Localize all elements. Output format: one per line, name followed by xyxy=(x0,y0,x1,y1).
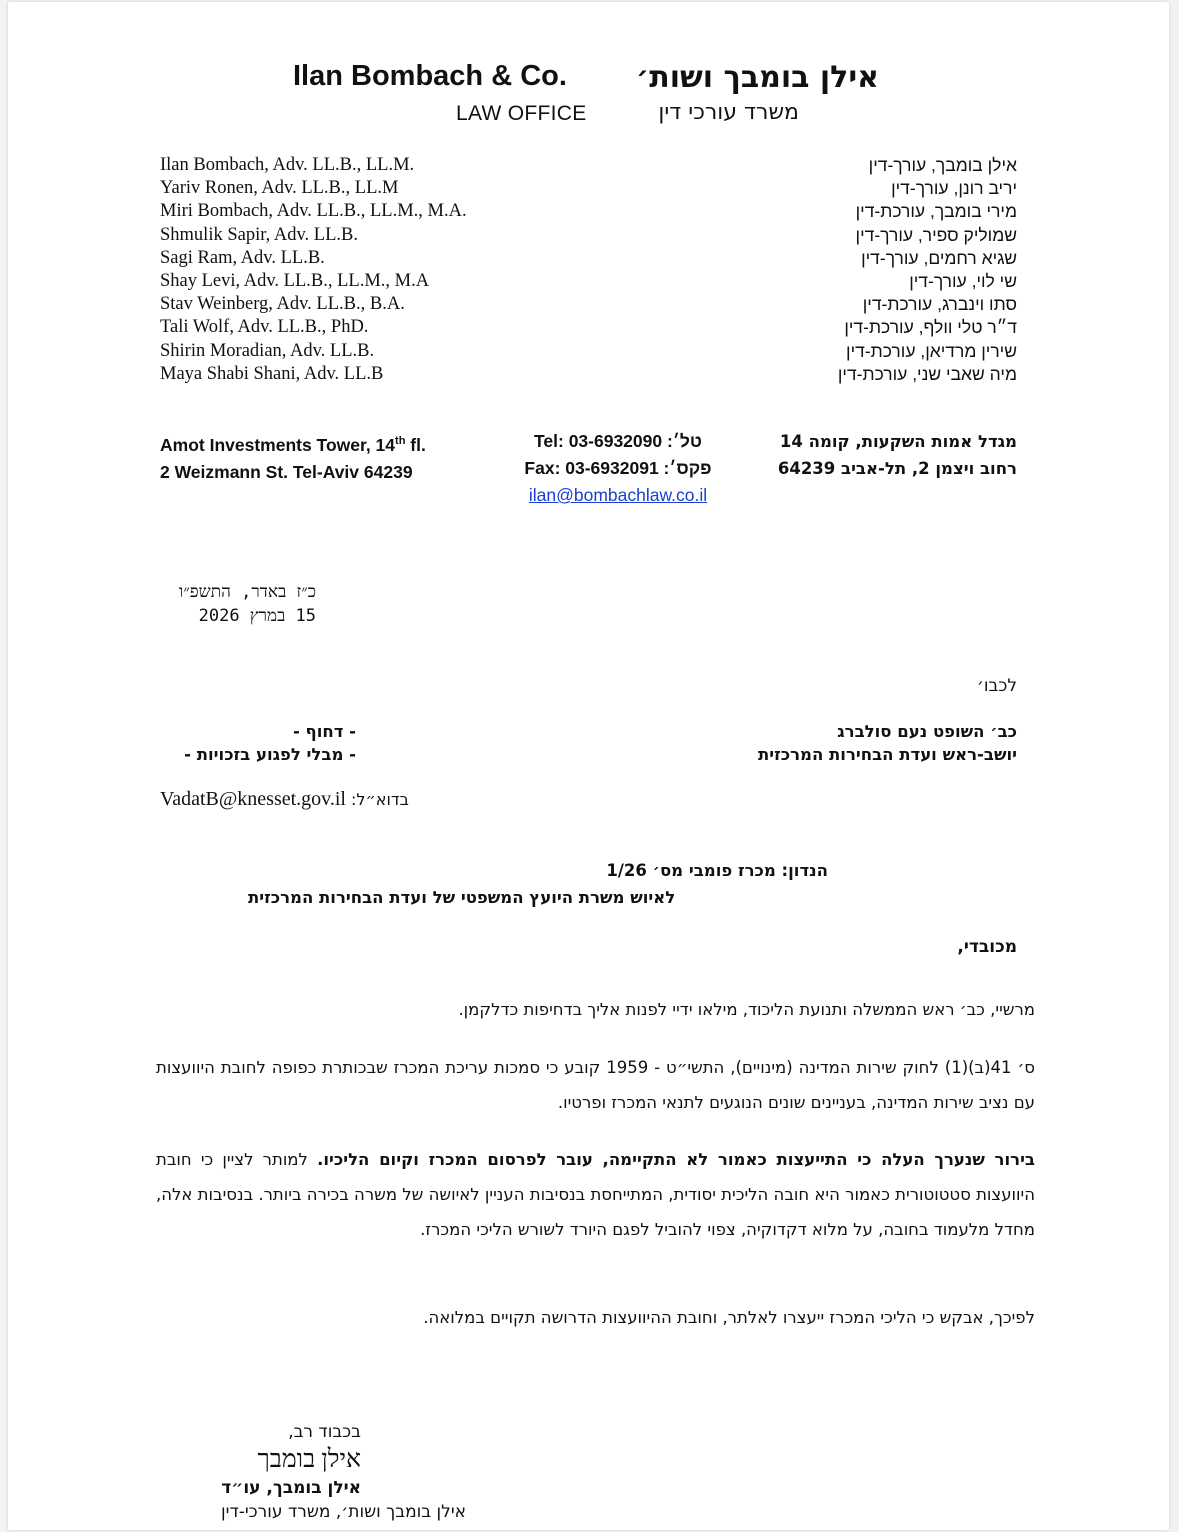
address-en: Amot Investments Tower, 14th fl. 2 Weizmann St. Tel-Aviv 64239 xyxy=(160,434,426,482)
paragraph-3: בירור שנערך העלה כי התייעצות כאמור לא התקיימה, עובר לפרסום המכרז וקיום הליכיו. למותר לציין כי חובת היוועצות סטטוטורית כאמור היא חובה הליכית יסודית, המתייחסת בנסיבות העניין לאיושה של משרה בכירה ביותר. בנסיבות אלה, מחדל מלעמוד בחובה, על מלוא דקדוקיה, צפוי להוביל לפגם היורד לשורש הליכי המכרז. xyxy=(156,1150,1035,1239)
lawyer-en: Sagi Ram, Adv. LL.B. xyxy=(160,247,325,268)
lawyer-en: Yariv Ronen, Adv. LL.B., LL.M xyxy=(160,178,399,199)
signature-firm: אילן בומבך ושות׳, משרד עורכי-דין xyxy=(221,1502,466,1522)
greeting: מכובדי, xyxy=(957,937,1017,957)
lawyer-en: Ilan Bombach, Adv. LL.B., LL.M. xyxy=(160,155,415,175)
contact-block xyxy=(488,428,748,509)
paragraph-2: ס׳ 41(ב)(1) לחוק שירות המדינה (מינויים), התשי״ט - 1959 קובע כי סמכות עריכת המכרז שבכותרת כפופה לחובת היוועצות עם נציב שירות המדינה, בעניינים שונים הנוגעים לתנאי המכרז ופרטיו. xyxy=(156,1058,1036,1112)
signature-block xyxy=(156,1418,361,1502)
lawyer-en: Maya Shabi Shani, Adv. LL.B xyxy=(160,363,384,384)
email-link[interactable]: ilan@bombachlaw.co.il xyxy=(528,485,708,505)
lawyer-he: שירין מרדיאן, עורכת-דין xyxy=(846,340,1017,361)
lawyer-en: Tali Wolf, Adv. LL.B., PhD. xyxy=(160,317,369,338)
lawyer-en: Miri Bombach, Adv. LL.B., LL.M., M.A. xyxy=(160,201,467,222)
lawyer-he: מירי בומבך, עורכת-דין xyxy=(855,201,1017,222)
recipient-title: יושב-ראש ועדת הבחירות המרכזית xyxy=(757,745,1017,764)
lawyer-he: ד״ר טלי וולף, עורכת-דין xyxy=(844,317,1017,338)
subject-line-1: הנדון: מכרז פומבי מס׳ 1/26 xyxy=(606,861,828,880)
lawyers-list-he xyxy=(838,154,1017,386)
address-he: מגדל אמות השקעות, קומה 14 רחוב ויצמן 2, תל-אביב 64239 xyxy=(777,432,1017,478)
firm-subtitle-en: LAW OFFICE xyxy=(456,102,587,125)
signature: אילן בומבך xyxy=(257,1446,361,1473)
date-gregorian: 15 במרץ 2026 xyxy=(198,606,316,626)
paragraph-4: לפיכך, אבקש כי הליכי המכרז ייעצרו לאלתר, וחובת ההיוועצות הדרושה תקויים במלואה. xyxy=(423,1308,1035,1327)
date-hebrew: כ״ז באדר, התשפ״ו xyxy=(178,582,316,602)
tel-line: Tel: 03-6932090 :טל׳ xyxy=(534,431,702,451)
closing: בכבוד רב, xyxy=(288,1422,361,1442)
subject-line-2: לאיוש משרת היועץ המשפטי של ועדת הבחירות המרכזית xyxy=(248,888,676,907)
to-label: לכבו׳ xyxy=(976,676,1017,696)
fax-line: Fax: 03-6932091 :פקס׳ xyxy=(524,458,712,478)
letter-date xyxy=(156,580,316,628)
paragraph-1: מרשיי, כב׳ ראש הממשלה ותנועת הליכוד, מילאו ידיי לפנות אליך בדחיפות כדלקמן. xyxy=(458,1000,1035,1019)
recipient-name: כב׳ השופט נעם סולברג xyxy=(837,722,1017,741)
lawyer-he: אילן בומבך, עורך-דין xyxy=(868,155,1017,175)
letter-page xyxy=(8,2,1169,1530)
lawyer-en: Stav Weinberg, Adv. LL.B., B.A. xyxy=(160,294,405,315)
lawyer-en: Shmulik Sapir, Adv. LL.B. xyxy=(160,224,358,245)
subject-block xyxy=(248,857,828,911)
urgent-label: - דחוף - xyxy=(292,722,356,741)
recipient-email[interactable]: VadatB@knesset.gov.il xyxy=(160,788,346,810)
firm-name-he: אילן בומבך ושות׳ xyxy=(635,60,879,95)
typed-name: אילן בומבך, עו״ד xyxy=(221,1478,361,1498)
lawyer-he: שגיא רחמים, עורך-דין xyxy=(861,247,1017,268)
lawyer-he: שמוליק ספיר, עורך-דין xyxy=(855,224,1017,245)
lawyer-he: שי לוי, עורך-דין xyxy=(909,271,1017,292)
lawyer-he: סתו וינברג, עורכת-דין xyxy=(862,294,1017,315)
lawyer-en: Shirin Moradian, Adv. LL.B. xyxy=(160,340,375,361)
urgency-block xyxy=(156,720,356,766)
lawyer-en: Shay Levi, Adv. LL.B., LL.M., M.A xyxy=(160,271,430,292)
recipient-block xyxy=(758,720,1017,766)
email-label: בדוא״ל: xyxy=(351,790,409,809)
firm-name-en: Ilan Bombach & Co. xyxy=(293,60,567,92)
lawyer-he: יריב רונן, עורך-דין xyxy=(891,178,1017,199)
lawyers-list-en xyxy=(160,154,467,386)
lawyer-he: מיה שאבי שני, עורכת-דין xyxy=(837,363,1017,384)
without-prejudice-label: - מבלי לפגוע בזכויות - xyxy=(184,745,356,764)
recipient-email-line xyxy=(160,788,409,811)
firm-subtitle-he: משרד עורכי דין xyxy=(658,100,799,125)
